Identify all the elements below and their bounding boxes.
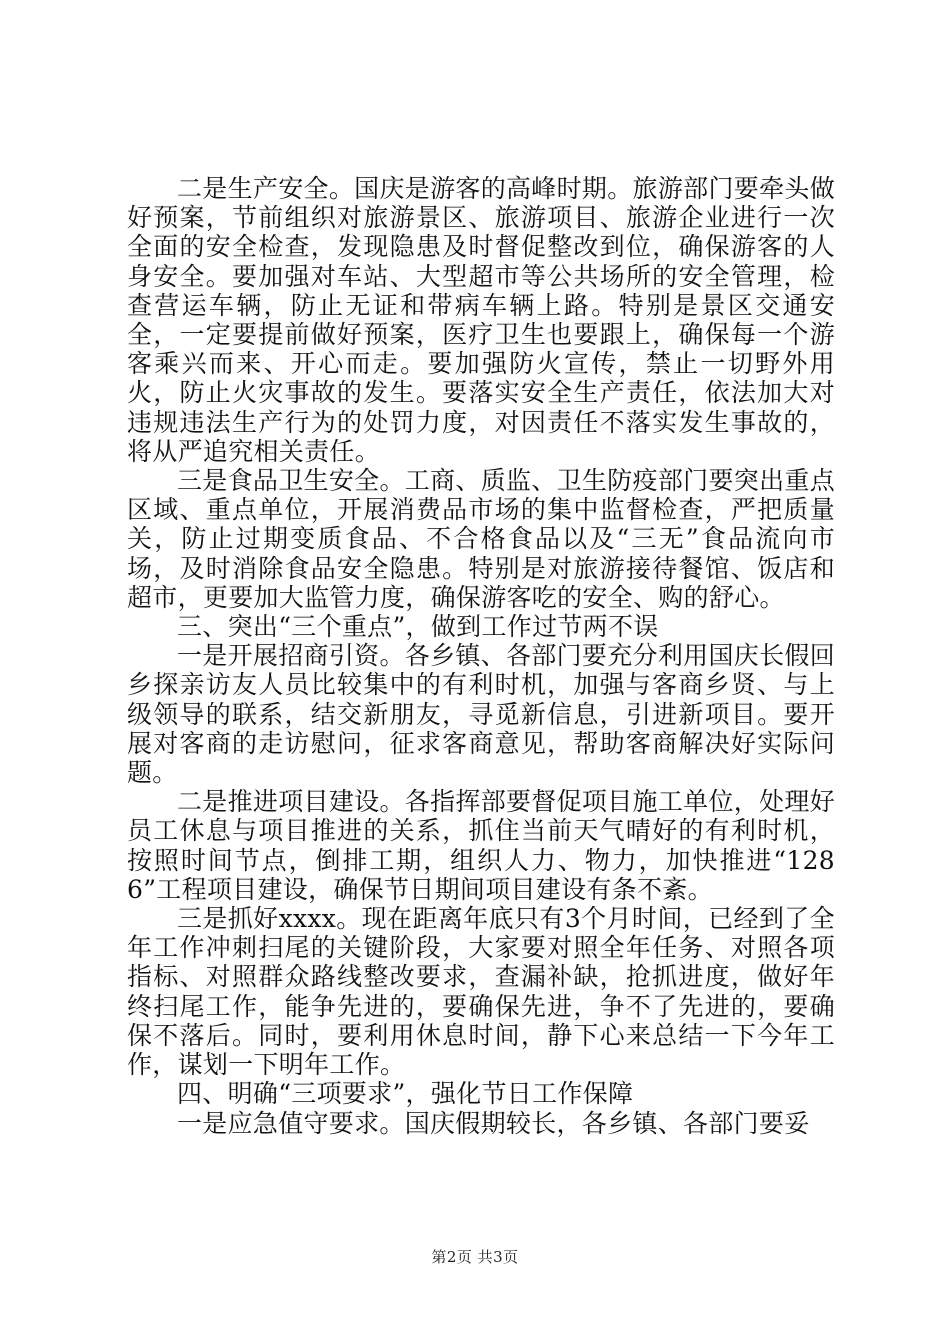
- section-heading-three-key-points: 三、突出“三个重点”，做到工作过节两不误: [177, 612, 659, 642]
- paragraph-project-construction: 二是推进项目建设。各指挥部要督促项目施工单位，处理好员工休息与项目推进的关系，抓住当前天气晴好的有利时机，按照时间节点，倒排工期，组织人力、物力，加快推进“1286”工程项目建设，确保节日期间项目建设有条不紊。: [127, 787, 835, 904]
- paragraph-food-safety: 三是食品卫生安全。工商、质监、卫生防疫部门要突出重点区域、重点单位，开展消费品市场的集中监督检查，严把质量关，防止过期变质食品、不合格食品以及“三无”食品流向市场，及时消除食品安全隐患。特别是对旅游接待餐馆、饭店和超市，更要加大监管力度，确保游客吃的安全、购的舒心。: [127, 466, 835, 612]
- paragraph-emergency-duty: 一是应急值守要求。国庆假期较长，各乡镇、各部门要妥: [177, 1108, 810, 1138]
- page-number-footer: 第2页 共3页: [431, 1248, 519, 1266]
- document-body: [127, 174, 835, 1138]
- paragraph-production-safety: 二是生产安全。国庆是游客的高峰时期。旅游部门要牵头做好预案，节前组织对旅游景区、旅游项目、旅游企业进行一次全面的安全检查，发现隐患及时督促整改到位，确保游客的人身安全。要加强对车站、大型超市等公共场所的安全管理，检查营运车辆，防止无证和带病车辆上路。特别是景区交通安全，一定要提前做好预案，医疗卫生也要跟上，确保每一个游客乘兴而来、开心而走。要加强防火宣传，禁止一切野外用火，防止火灾事故的发生。要落实安全生产责任，依法加大对违规违法生产行为的处罚力度，对因责任不落实发生事故的，将从严追究相关责任。: [127, 174, 835, 466]
- section-heading-three-requirements: 四、明确“三项要求”，强化节日工作保障: [177, 1079, 634, 1109]
- paragraph-year-end-work: 三是抓好xxxx。现在距离年底只有3个月时间，已经到了全年工作冲刺扫尾的关键阶段，大家要对照全年任务、对照各项指标、对照群众路线整改要求，查漏补缺，抢抓进度，做好年终扫尾工作，能争先进的，要确保先进，争不了先进的，要确保不落后。同时，要利用休息时间，静下心来总结一下今年工作，谋划一下明年工作。: [127, 904, 835, 1080]
- paragraph-investment-attraction: 一是开展招商引资。各乡镇、各部门要充分利用国庆长假回乡探亲访友人员比较集中的有利时机，加强与客商乡贤、与上级领导的联系，结交新朋友，寻觅新信息，引进新项目。要开展对客商的走访慰问，征求客商意见，帮助客商解决好实际问题。: [127, 641, 835, 788]
